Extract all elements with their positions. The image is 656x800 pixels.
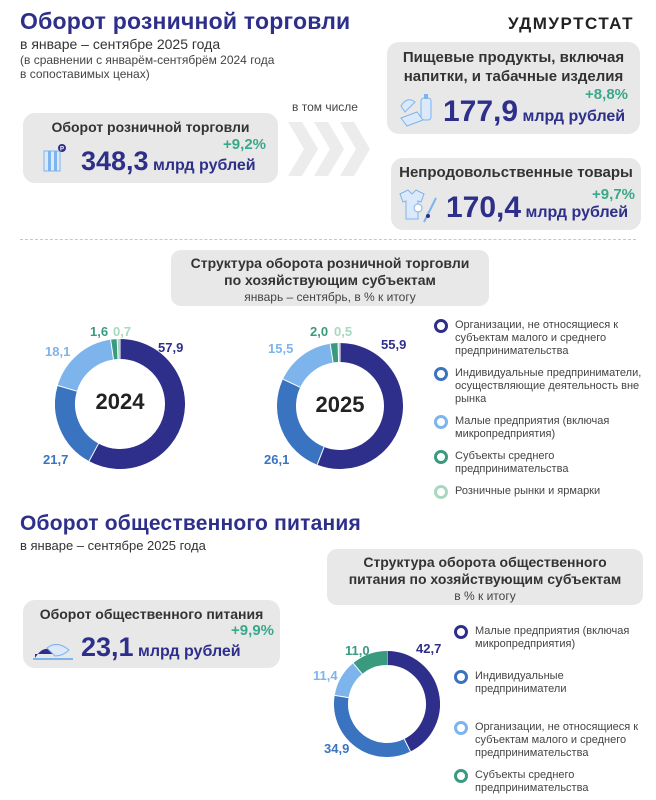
nonfood-delta: +9,7% [592, 186, 635, 203]
legend-label: Субъекты среднего предпринимательства [455, 450, 569, 475]
retail-structure-subtitle: январь – сентябрь, в % к итогу [244, 290, 416, 304]
legend-label: Малые предприятия (включая микропредприятия) [455, 415, 610, 440]
label-2025-orgs: 55,9 [381, 337, 407, 352]
comparison-note-line2: в сопоставимых ценах) [20, 67, 150, 81]
nonfood-goods-card [391, 158, 641, 230]
donut-chart-catering [334, 651, 440, 757]
page-title: Оборот розничной торговли [20, 8, 351, 34]
legend-ring-icon [434, 450, 448, 464]
food-title-line2: напитки, и табачные изделия [403, 68, 624, 85]
section-divider [20, 239, 636, 240]
label-catering-small: 42,7 [416, 641, 442, 656]
comparison-note-line1: (в сравнении с январём-сентябрём 2024 года [20, 53, 275, 67]
catering-total-unit: млрд рублей [138, 643, 241, 660]
food-delta: +8,8% [585, 86, 628, 103]
food-products-card [387, 42, 640, 134]
retail-structure-legend [434, 319, 644, 499]
label-catering-medium: 11,0 [345, 643, 370, 658]
catering-structure-title [327, 554, 643, 588]
legend-item-orgs [434, 319, 644, 358]
legend-label: Организации, не относящиеся к субъектам малого и среднего предпринимательства [455, 319, 619, 357]
legend-label: Субъекты среднего предпринимательства [475, 769, 589, 794]
food-value: 177,9 [443, 95, 519, 128]
legend-label: Малые предприятия (включая микропредприятия) [475, 625, 630, 650]
food-title-line1: Пищевые продукты, включая [402, 49, 625, 66]
chevron-arrows-icon [288, 122, 374, 181]
legend-ring-icon [434, 319, 448, 333]
donut-segment [292, 353, 332, 383]
catering-total-delta: +9,9% [231, 622, 274, 639]
donut-2024-center-label: 2024 [95, 389, 145, 414]
retail-structure-title-card [171, 250, 489, 306]
donut-chart-2024 [55, 339, 185, 469]
retail-total-title: Оборот розничной торговли [51, 119, 250, 135]
label-2024-medium: 1,6 [90, 324, 109, 339]
donut-segment [67, 350, 112, 389]
catering-title: Оборот общественного питания [20, 512, 361, 535]
clothing-goods-icon [396, 188, 438, 226]
retail-total-value: 348,3 [81, 146, 149, 176]
nonfood-value-row [446, 191, 628, 225]
retail-total-value-row [81, 146, 256, 177]
label-2025-markets: 0,5 [334, 324, 353, 339]
shopping-bag-ruble-icon [41, 143, 71, 173]
legend-item-small [454, 625, 649, 651]
label-catering-orgs: 11,4 [313, 668, 338, 683]
food-products-icon [397, 92, 437, 128]
serving-dish-icon [33, 638, 73, 662]
donut-segment [387, 658, 433, 745]
catering-structure-legend [454, 625, 649, 795]
label-2025-medium: 2,0 [310, 324, 329, 339]
catering-total-card [23, 600, 280, 668]
legend-ring-icon [434, 367, 448, 381]
legend-ring-icon [434, 485, 448, 499]
page-period: в январе – сентябре 2025 года [20, 36, 221, 52]
legend-label: Индивидуальные предприниматели, осуществляющие деятельность вне рынка [455, 367, 642, 405]
catering-total-value-row [81, 632, 241, 663]
including-label: в том числе [292, 100, 358, 114]
legend-item-markets [434, 485, 644, 499]
retail-total-unit: млрд рублей [153, 157, 256, 174]
retail-structure-title-line2: по хозяйствующим субъектам [224, 272, 436, 288]
legend-item-medium [434, 450, 644, 476]
donut-chart-2025 [277, 343, 403, 469]
label-2024-ip: 21,7 [43, 452, 69, 467]
legend-label: Организации, не относящиеся к субъектам малого и среднего предпринимательства [475, 721, 639, 759]
nonfood-value: 170,4 [446, 191, 522, 224]
legend-ring-icon [454, 721, 468, 735]
legend-ring-icon [454, 670, 468, 684]
food-title [387, 48, 640, 86]
food-value-row [443, 95, 625, 129]
nonfood-unit: млрд рублей [525, 204, 629, 221]
legend-label: Индивидуальные предприниматели [475, 670, 567, 695]
donut-segment [112, 349, 118, 350]
donut-segment [342, 669, 358, 697]
retail-structure-title-line1: Структура оборота розничной торговли [190, 255, 470, 271]
legend-item-orgs [454, 721, 649, 760]
donut-2025-center-label: 2025 [315, 392, 365, 417]
retail-total-delta: +9,2% [223, 136, 266, 153]
legend-item-ip [434, 367, 644, 406]
svg-text:P: P [59, 146, 65, 153]
catering-total-title: Оборот общественного питания [39, 606, 264, 622]
catering-structure-title-card [327, 549, 643, 605]
catering-period: в январе – сентябре 2025 года [20, 538, 206, 553]
legend-ring-icon [454, 625, 468, 639]
legend-item-ip [454, 670, 649, 696]
label-2024-orgs: 57,9 [158, 340, 184, 355]
catering-total-value: 23,1 [81, 632, 134, 662]
brand-logo: УДМУРТСТАТ [507, 14, 634, 33]
legend-item-medium [454, 769, 649, 795]
catering-structure-subtitle: в % к итогу [454, 589, 516, 603]
catering-structure-title-line2: питания по хозяйствующим субъектам [348, 571, 622, 587]
label-2025-ip: 26,1 [264, 452, 290, 467]
retail-total-card [23, 113, 278, 183]
catering-structure-title-line1: Структура оборота общественного [363, 554, 607, 570]
legend-item-small [434, 415, 644, 441]
donut-segment [332, 353, 339, 354]
retail-structure-title [171, 255, 489, 289]
donut-segment [358, 658, 387, 669]
label-2025-small: 15,5 [268, 341, 294, 356]
donut-segment [341, 697, 407, 750]
label-catering-ip: 34,9 [324, 741, 350, 756]
legend-ring-icon [434, 415, 448, 429]
label-2024-small: 18,1 [45, 344, 71, 359]
nonfood-title: Непродовольственные товары [399, 164, 633, 181]
legend-label: Розничные рынки и ярмарки [455, 485, 601, 497]
label-2024-markets: 0,7 [113, 324, 132, 339]
legend-ring-icon [454, 769, 468, 783]
food-unit: млрд рублей [522, 108, 626, 125]
